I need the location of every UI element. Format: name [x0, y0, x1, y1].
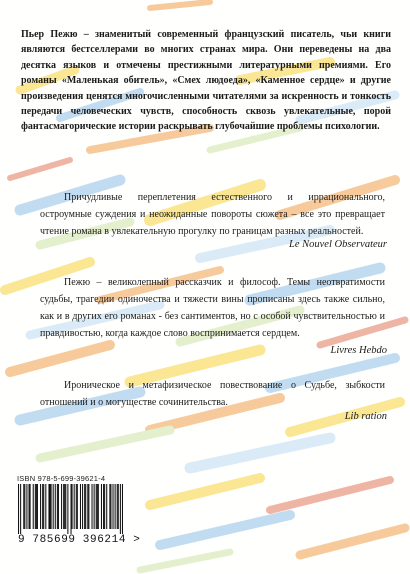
barcode-bars: [14, 484, 130, 534]
barcode-digits: 9 785699 396214 >: [18, 534, 141, 546]
barcode-bar: [20, 484, 21, 534]
barcode-bar: [18, 484, 19, 534]
barcode-bar: [50, 484, 51, 529]
barcode-bar: [61, 484, 62, 529]
barcode-bar: [94, 484, 95, 529]
barcode-bar: [64, 484, 65, 529]
barcode-bar: [96, 484, 97, 529]
review-source-1: Le Nouvel Observateur: [289, 239, 387, 250]
barcode-bar: [97, 484, 98, 529]
barcode-bar: [26, 484, 27, 529]
barcode-bar: [87, 484, 88, 529]
barcode-bar: [76, 484, 77, 529]
barcode-bar: [23, 484, 24, 529]
barcode-bar: [58, 484, 59, 529]
barcode-bar: [74, 484, 75, 529]
barcode-bar: [72, 484, 73, 529]
review-quote-2: Пежю – великолепный рассказчик и философ. Темы неотвратимости судьбы, трагедии одиночества и тяжести вины прописаны здесь также сильно, как и в других его романах - без сантиментов, но с особой чувствительностью и правдивостью, когда каждое слово воспринимается сердцем.: [40, 277, 385, 339]
isbn-barcode: [14, 484, 141, 548]
isbn-label: ISBN 978-5-699-39621-4: [17, 474, 106, 483]
barcode-bar: [77, 484, 78, 529]
barcode-bar: [98, 484, 99, 529]
barcode-bar: [85, 484, 86, 529]
barcode-bar: [120, 484, 121, 534]
barcode-bar: [45, 484, 46, 529]
barcode-bar: [115, 484, 116, 529]
barcode-bar: [80, 484, 81, 529]
review-source-2: Livres Hebdo: [330, 345, 387, 356]
barcode-bar: [53, 484, 54, 529]
barcode-bar: [117, 484, 118, 529]
barcode-bar: [92, 484, 93, 529]
barcode-bar: [43, 484, 44, 529]
barcode-bar: [110, 484, 111, 529]
barcode-bar: [24, 484, 25, 529]
barcode-bar: [104, 484, 105, 529]
author-intro: Пьер Пежю – знаменитый современный французский писатель, чьи книги являются бестселлерами во многих странах мира. Они переведены на два десятка языков и отмечены престижными литературными премиями. Его романы «Маленькая обитель», «Смех людоеда», «Каменное сердце» и другие произведения ценятся многочисленными читателями за искренность и тонкость передачи человеческих чувств, способность сквозь увлекательные, порой фантасмагорические истории раскрывать глубочайшие проблемы психологии.: [21, 29, 391, 133]
barcode-bar: [55, 484, 56, 529]
barcode-bar: [37, 484, 38, 529]
barcode-bar: [122, 484, 123, 534]
barcode-bar: [51, 484, 52, 529]
barcode-bar: [63, 484, 64, 529]
barcode-bar: [118, 484, 119, 529]
barcode-bar: [106, 484, 107, 529]
barcode-bar: [113, 484, 114, 529]
barcode-bar: [65, 484, 66, 529]
barcode-bar: [103, 484, 104, 529]
barcode-bar: [71, 484, 72, 534]
barcode-bar: [88, 484, 89, 529]
barcode-bar: [40, 484, 41, 529]
barcode-bar: [30, 484, 31, 529]
barcode-bar: [33, 484, 34, 529]
review-quote-3: Ироническое и метафизическое повествование о Судьбе, зыбкости отношений и о могуществе сочинительства.: [40, 380, 385, 408]
barcode-bar: [29, 484, 30, 529]
review-quote-1: Причудливые переплетения естественного и иррационального, остроумные суждения и неожиданные повороты сюжета – все это превращает чтение романа в увлекательную прогулку по границам разных реальностей.: [40, 192, 385, 237]
barcode-bar: [57, 484, 58, 529]
review-source-3: Lib ration: [344, 411, 387, 422]
barcode-bar: [82, 484, 83, 529]
barcode-bar: [84, 484, 85, 529]
barcode-bar: [35, 484, 36, 529]
barcode-bar: [42, 484, 43, 529]
barcode-bar: [101, 484, 102, 529]
barcode-bar: [67, 484, 68, 534]
barcode-bar: [48, 484, 49, 529]
barcode-bar: [109, 484, 110, 529]
barcode-bar: [36, 484, 37, 529]
